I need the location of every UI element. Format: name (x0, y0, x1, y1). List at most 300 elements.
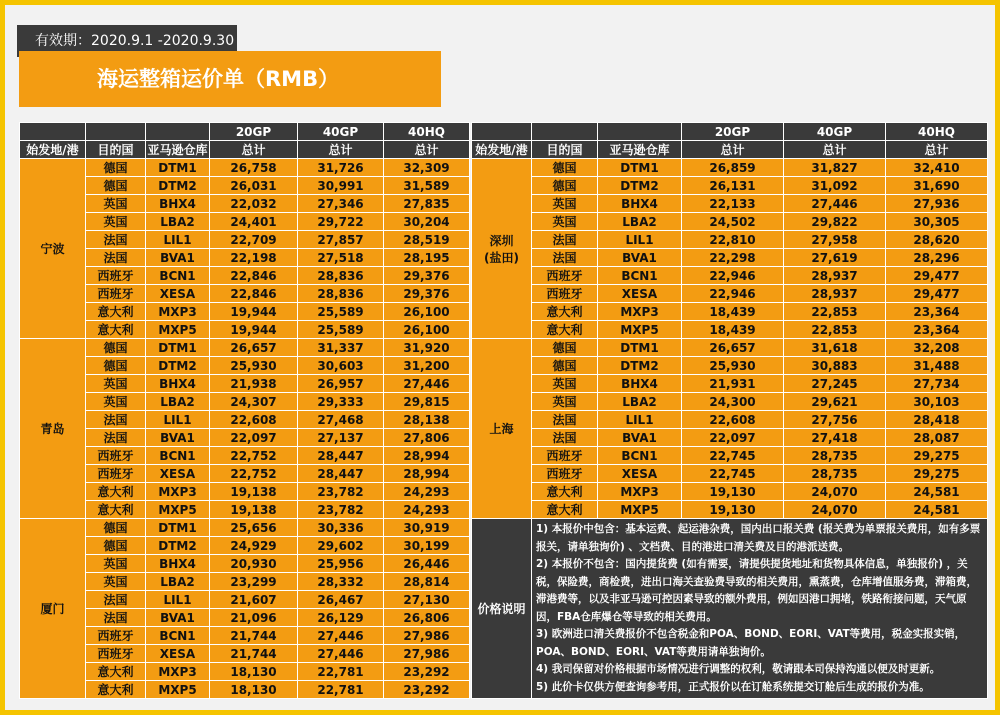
warehouse-code-cell: LIL1 (598, 411, 682, 429)
price-40hq-cell: 29,477 (886, 285, 988, 303)
origin-port-cell: 深圳 (盐田) (472, 159, 532, 339)
warehouse-code-cell: DTM2 (146, 537, 210, 555)
col-total: 总计 (886, 141, 988, 159)
table-row (472, 501, 988, 519)
table-row (20, 213, 470, 231)
table-row (20, 519, 470, 537)
table-row (20, 321, 470, 339)
destination-country-cell: 英国 (86, 393, 146, 411)
origin-port-cell: 青岛 (20, 339, 86, 519)
origin-port-cell: 宁波 (20, 159, 86, 339)
price-40gp-cell: 22,781 (298, 663, 384, 681)
table-row (20, 393, 470, 411)
price-40gp-cell: 27,446 (298, 627, 384, 645)
destination-country-cell: 意大利 (86, 501, 146, 519)
warehouse-code-cell: BVA1 (146, 609, 210, 627)
table-row (20, 447, 470, 465)
price-40gp-cell: 26,957 (298, 375, 384, 393)
price-20gp-cell: 25,930 (682, 357, 784, 375)
table-row (20, 195, 470, 213)
price-40gp-cell: 28,937 (784, 267, 886, 285)
price-note-item: 4) 我司保留对价格根据市场情况进行调整的权利，敬请跟本司保持沟通以便及时更新。 (536, 663, 941, 675)
destination-country-cell: 西班牙 (86, 267, 146, 285)
price-40gp-cell: 27,446 (298, 645, 384, 663)
warehouse-code-cell: BHX4 (146, 195, 210, 213)
destination-country-cell: 意大利 (86, 483, 146, 501)
price-20gp-cell: 23,299 (210, 573, 298, 591)
price-40gp-cell: 31,618 (784, 339, 886, 357)
warehouse-code-cell: BHX4 (598, 375, 682, 393)
price-40gp-cell: 24,070 (784, 483, 886, 501)
warehouse-code-cell: BCN1 (146, 627, 210, 645)
destination-country-cell: 西班牙 (86, 285, 146, 303)
price-40hq-cell: 24,581 (886, 483, 988, 501)
price-20gp-cell: 21,607 (210, 591, 298, 609)
destination-country-cell: 法国 (532, 231, 598, 249)
price-40hq-cell: 29,376 (384, 267, 470, 285)
origin-port-cell: 上海 (472, 339, 532, 519)
price-40hq-cell: 28,138 (384, 411, 470, 429)
price-40hq-cell: 26,446 (384, 555, 470, 573)
warehouse-code-cell: BVA1 (146, 249, 210, 267)
destination-country-cell: 德国 (86, 537, 146, 555)
price-20gp-cell: 21,096 (210, 609, 298, 627)
price-40hq-cell: 32,410 (886, 159, 988, 177)
table-row (20, 465, 470, 483)
price-40hq-cell: 29,275 (886, 447, 988, 465)
table-row (472, 321, 988, 339)
price-note-item: 3) 欧洲进口清关费报价不包含税金和POA、BOND、EORI、VAT等费用，税金实报实销，POA、BOND、EORI、VAT等费用请单独询价。 (536, 628, 966, 658)
price-20gp-cell: 18,439 (682, 321, 784, 339)
destination-country-cell: 意大利 (86, 663, 146, 681)
price-40gp-cell: 25,589 (298, 321, 384, 339)
price-40gp-cell: 27,468 (298, 411, 384, 429)
destination-country-cell: 法国 (86, 411, 146, 429)
warehouse-code-cell: LIL1 (146, 231, 210, 249)
rate-table-left (19, 122, 470, 699)
price-40hq-cell: 26,100 (384, 303, 470, 321)
price-40gp-cell: 31,726 (298, 159, 384, 177)
price-20gp-cell: 22,745 (682, 465, 784, 483)
destination-country-cell: 西班牙 (532, 285, 598, 303)
destination-country-cell: 英国 (532, 213, 598, 231)
warehouse-code-cell: XESA (598, 465, 682, 483)
warehouse-code-cell: BVA1 (598, 429, 682, 447)
destination-country-cell: 意大利 (86, 681, 146, 699)
warehouse-code-cell: MXP5 (146, 681, 210, 699)
col-20gp: 20GP (210, 123, 298, 141)
destination-country-cell: 意大利 (86, 303, 146, 321)
price-20gp-cell: 24,300 (682, 393, 784, 411)
warehouse-code-cell: DTM1 (598, 339, 682, 357)
price-40gp-cell: 29,602 (298, 537, 384, 555)
destination-country-cell: 德国 (86, 357, 146, 375)
warehouse-code-cell: MXP5 (146, 501, 210, 519)
price-40hq-cell: 30,305 (886, 213, 988, 231)
table-row (20, 267, 470, 285)
price-40hq-cell: 24,293 (384, 501, 470, 519)
table-row (472, 411, 988, 429)
price-40gp-cell: 27,446 (784, 195, 886, 213)
price-20gp-cell: 22,198 (210, 249, 298, 267)
price-40gp-cell: 27,418 (784, 429, 886, 447)
warehouse-code-cell: LBA2 (146, 213, 210, 231)
destination-country-cell: 西班牙 (86, 627, 146, 645)
table-row (20, 609, 470, 627)
price-20gp-cell: 19,944 (210, 321, 298, 339)
price-20gp-cell: 22,745 (682, 447, 784, 465)
price-40gp-cell: 29,333 (298, 393, 384, 411)
table-row (472, 339, 988, 357)
price-20gp-cell: 22,752 (210, 465, 298, 483)
price-40hq-cell: 28,195 (384, 249, 470, 267)
price-40gp-cell: 30,603 (298, 357, 384, 375)
warehouse-code-cell: BHX4 (598, 195, 682, 213)
warehouse-code-cell: DTM2 (598, 357, 682, 375)
warehouse-code-cell: MXP5 (598, 501, 682, 519)
destination-country-cell: 德国 (532, 339, 598, 357)
destination-country-cell: 意大利 (86, 321, 146, 339)
price-20gp-cell: 25,656 (210, 519, 298, 537)
warehouse-code-cell: XESA (146, 645, 210, 663)
price-20gp-cell: 24,307 (210, 393, 298, 411)
price-40gp-cell: 31,092 (784, 177, 886, 195)
price-40gp-cell: 27,245 (784, 375, 886, 393)
price-20gp-cell: 26,657 (210, 339, 298, 357)
table-row (472, 465, 988, 483)
destination-country-cell: 德国 (86, 519, 146, 537)
price-40hq-cell: 28,087 (886, 429, 988, 447)
price-40gp-cell: 29,621 (784, 393, 886, 411)
price-20gp-cell: 22,946 (682, 285, 784, 303)
price-40hq-cell: 31,690 (886, 177, 988, 195)
destination-country-cell: 西班牙 (532, 267, 598, 285)
price-40hq-cell: 23,364 (886, 321, 988, 339)
price-40gp-cell: 28,332 (298, 573, 384, 591)
destination-country-cell: 意大利 (532, 321, 598, 339)
price-40hq-cell: 30,199 (384, 537, 470, 555)
warehouse-code-cell: BCN1 (598, 267, 682, 285)
price-40hq-cell: 28,296 (886, 249, 988, 267)
origin-port-cell: 厦门 (20, 519, 86, 699)
col-40gp: 40GP (298, 123, 384, 141)
warehouse-code-cell: MXP3 (146, 303, 210, 321)
table-row (20, 231, 470, 249)
col-total: 总计 (210, 141, 298, 159)
price-40hq-cell: 32,208 (886, 339, 988, 357)
warehouse-code-cell: BCN1 (146, 267, 210, 285)
price-40gp-cell: 28,735 (784, 447, 886, 465)
warehouse-code-cell: LBA2 (598, 393, 682, 411)
price-40gp-cell: 28,836 (298, 285, 384, 303)
price-20gp-cell: 22,810 (682, 231, 784, 249)
col-origin: 始发地/港 (472, 141, 532, 159)
col-40hq: 40HQ (384, 123, 470, 141)
table-row (20, 663, 470, 681)
destination-country-cell: 英国 (86, 555, 146, 573)
table-row (472, 159, 988, 177)
price-40hq-cell: 24,293 (384, 483, 470, 501)
table-row (472, 231, 988, 249)
price-40hq-cell: 28,519 (384, 231, 470, 249)
price-note-item: 5) 此价卡仅供方便查询参考用，正式报价以在订舱系统提交订舱后生成的报价为准。 (536, 680, 930, 693)
table-row (20, 285, 470, 303)
table-row (472, 177, 988, 195)
warehouse-code-cell: LBA2 (598, 213, 682, 231)
destination-country-cell: 德国 (86, 159, 146, 177)
destination-country-cell: 德国 (532, 159, 598, 177)
table-row (472, 285, 988, 303)
table-row (472, 249, 988, 267)
col-warehouse: 亚马逊仓库 (146, 141, 210, 159)
price-20gp-cell: 18,439 (682, 303, 784, 321)
price-40hq-cell: 27,835 (384, 195, 470, 213)
price-20gp-cell: 22,846 (210, 285, 298, 303)
validity-period: 有效期：2020.9.1 -2020.9.30 (17, 25, 237, 57)
price-20gp-cell: 22,133 (682, 195, 784, 213)
price-40gp-cell: 22,853 (784, 303, 886, 321)
price-40hq-cell: 28,418 (886, 411, 988, 429)
price-40hq-cell: 27,986 (384, 627, 470, 645)
price-40hq-cell: 29,376 (384, 285, 470, 303)
destination-country-cell: 英国 (86, 195, 146, 213)
col-destination: 目的国 (86, 141, 146, 159)
price-20gp-cell: 19,130 (682, 501, 784, 519)
table-row (472, 213, 988, 231)
table-row (472, 483, 988, 501)
warehouse-code-cell: DTM2 (598, 177, 682, 195)
col-40hq: 40HQ (886, 123, 988, 141)
table-row (20, 375, 470, 393)
price-40gp-cell: 28,836 (298, 267, 384, 285)
col-origin: 始发地/港 (20, 141, 86, 159)
destination-country-cell: 西班牙 (86, 645, 146, 663)
destination-country-cell: 法国 (532, 411, 598, 429)
price-notes (532, 519, 988, 699)
price-40gp-cell: 30,883 (784, 357, 886, 375)
table-row (472, 375, 988, 393)
table-row (472, 303, 988, 321)
warehouse-code-cell: BHX4 (146, 555, 210, 573)
price-20gp-cell: 22,846 (210, 267, 298, 285)
destination-country-cell: 法国 (532, 429, 598, 447)
price-40gp-cell: 27,137 (298, 429, 384, 447)
price-40gp-cell: 23,782 (298, 483, 384, 501)
warehouse-code-cell: BVA1 (598, 249, 682, 267)
warehouse-code-cell: LBA2 (146, 393, 210, 411)
price-20gp-cell: 18,130 (210, 663, 298, 681)
destination-country-cell: 英国 (86, 573, 146, 591)
price-40gp-cell: 27,756 (784, 411, 886, 429)
price-40hq-cell: 24,581 (886, 501, 988, 519)
col-total: 总计 (784, 141, 886, 159)
price-40hq-cell: 29,275 (886, 465, 988, 483)
warehouse-code-cell: LIL1 (598, 231, 682, 249)
table-row (20, 537, 470, 555)
table-row (20, 429, 470, 447)
price-20gp-cell: 21,744 (210, 645, 298, 663)
price-40gp-cell: 31,337 (298, 339, 384, 357)
price-40hq-cell: 29,815 (384, 393, 470, 411)
price-notes-label: 价格说明 (472, 519, 532, 699)
price-20gp-cell: 26,859 (682, 159, 784, 177)
table-row (20, 159, 470, 177)
destination-country-cell: 法国 (86, 429, 146, 447)
price-40hq-cell: 30,204 (384, 213, 470, 231)
price-40gp-cell: 27,518 (298, 249, 384, 267)
price-40hq-cell: 30,919 (384, 519, 470, 537)
price-20gp-cell: 22,608 (210, 411, 298, 429)
table-row (20, 681, 470, 699)
price-20gp-cell: 20,930 (210, 555, 298, 573)
destination-country-cell: 法国 (86, 609, 146, 627)
destination-country-cell: 德国 (86, 339, 146, 357)
price-20gp-cell: 24,401 (210, 213, 298, 231)
price-40hq-cell: 30,103 (886, 393, 988, 411)
destination-country-cell: 法国 (86, 231, 146, 249)
price-40hq-cell: 28,814 (384, 573, 470, 591)
warehouse-code-cell: MXP5 (598, 321, 682, 339)
warehouse-code-cell: XESA (146, 465, 210, 483)
price-20gp-cell: 26,131 (682, 177, 784, 195)
price-40gp-cell: 26,129 (298, 609, 384, 627)
price-20gp-cell: 19,944 (210, 303, 298, 321)
warehouse-code-cell: DTM1 (146, 159, 210, 177)
table-row (472, 393, 988, 411)
destination-country-cell: 法国 (86, 591, 146, 609)
table-row (472, 267, 988, 285)
price-40gp-cell: 24,070 (784, 501, 886, 519)
price-40gp-cell: 28,937 (784, 285, 886, 303)
destination-country-cell: 西班牙 (86, 447, 146, 465)
col-40gp: 40GP (784, 123, 886, 141)
price-20gp-cell: 22,097 (682, 429, 784, 447)
price-40hq-cell: 27,130 (384, 591, 470, 609)
price-20gp-cell: 26,031 (210, 177, 298, 195)
price-40hq-cell: 28,620 (886, 231, 988, 249)
price-40gp-cell: 27,958 (784, 231, 886, 249)
warehouse-code-cell: MXP3 (598, 303, 682, 321)
price-40hq-cell: 27,446 (384, 375, 470, 393)
price-40gp-cell: 23,782 (298, 501, 384, 519)
table-row (20, 573, 470, 591)
warehouse-code-cell: BCN1 (598, 447, 682, 465)
price-40hq-cell: 26,100 (384, 321, 470, 339)
price-20gp-cell: 22,709 (210, 231, 298, 249)
price-20gp-cell: 19,138 (210, 501, 298, 519)
price-40hq-cell: 27,986 (384, 645, 470, 663)
price-40hq-cell: 31,488 (886, 357, 988, 375)
price-40gp-cell: 29,822 (784, 213, 886, 231)
table-row (20, 627, 470, 645)
price-20gp-cell: 25,930 (210, 357, 298, 375)
price-40gp-cell: 25,589 (298, 303, 384, 321)
price-40hq-cell: 27,936 (886, 195, 988, 213)
warehouse-code-cell: XESA (146, 285, 210, 303)
col-destination: 目的国 (532, 141, 598, 159)
price-40hq-cell: 27,734 (886, 375, 988, 393)
price-40gp-cell: 27,346 (298, 195, 384, 213)
page-title: 海运整箱运价单（RMB） (19, 51, 441, 107)
warehouse-code-cell: LIL1 (146, 591, 210, 609)
price-40gp-cell: 22,781 (298, 681, 384, 699)
price-notes-row (472, 519, 988, 699)
price-note-item: 1) 本报价中包含：基本运费、起运港杂费，国内出口报关费 (报关费为单票报关费用，如有多票报关，请单独询价) 、文档费、目的港进口清关费及目的港派送费。 (536, 523, 981, 553)
price-40hq-cell: 26,806 (384, 609, 470, 627)
price-20gp-cell: 19,138 (210, 483, 298, 501)
rate-table-left-header (20, 123, 470, 159)
price-40gp-cell: 28,447 (298, 447, 384, 465)
price-20gp-cell: 22,752 (210, 447, 298, 465)
price-40hq-cell: 32,309 (384, 159, 470, 177)
price-40gp-cell: 29,722 (298, 213, 384, 231)
warehouse-code-cell: BCN1 (146, 447, 210, 465)
price-20gp-cell: 19,130 (682, 483, 784, 501)
table-row (20, 339, 470, 357)
price-20gp-cell: 22,298 (682, 249, 784, 267)
price-20gp-cell: 21,938 (210, 375, 298, 393)
destination-country-cell: 意大利 (532, 501, 598, 519)
col-total: 总计 (298, 141, 384, 159)
table-row (20, 357, 470, 375)
price-40gp-cell: 28,735 (784, 465, 886, 483)
destination-country-cell: 英国 (532, 195, 598, 213)
col-total: 总计 (384, 141, 470, 159)
destination-country-cell: 英国 (86, 375, 146, 393)
warehouse-code-cell: DTM1 (146, 339, 210, 357)
table-row (20, 249, 470, 267)
destination-country-cell: 英国 (532, 375, 598, 393)
warehouse-code-cell: DTM2 (146, 177, 210, 195)
destination-country-cell: 法国 (532, 249, 598, 267)
destination-country-cell: 西班牙 (532, 465, 598, 483)
warehouse-code-cell: DTM1 (598, 159, 682, 177)
price-20gp-cell: 24,502 (682, 213, 784, 231)
price-20gp-cell: 22,032 (210, 195, 298, 213)
price-20gp-cell: 26,657 (682, 339, 784, 357)
warehouse-code-cell: LIL1 (146, 411, 210, 429)
warehouse-code-cell: MXP3 (598, 483, 682, 501)
price-40hq-cell: 31,920 (384, 339, 470, 357)
warehouse-code-cell: BVA1 (146, 429, 210, 447)
price-20gp-cell: 24,929 (210, 537, 298, 555)
warehouse-code-cell: MXP3 (146, 483, 210, 501)
warehouse-code-cell: LBA2 (146, 573, 210, 591)
price-20gp-cell: 21,931 (682, 375, 784, 393)
price-20gp-cell: 18,130 (210, 681, 298, 699)
price-40gp-cell: 30,336 (298, 519, 384, 537)
destination-country-cell: 西班牙 (532, 447, 598, 465)
destination-country-cell: 德国 (532, 177, 598, 195)
table-row (472, 447, 988, 465)
price-40hq-cell: 28,994 (384, 465, 470, 483)
warehouse-code-cell: MXP3 (146, 663, 210, 681)
price-40hq-cell: 31,200 (384, 357, 470, 375)
price-40hq-cell: 29,477 (886, 267, 988, 285)
destination-country-cell: 德国 (532, 357, 598, 375)
table-row (20, 645, 470, 663)
price-40hq-cell: 28,994 (384, 447, 470, 465)
destination-country-cell: 英国 (86, 213, 146, 231)
table-row (20, 501, 470, 519)
price-40gp-cell: 22,853 (784, 321, 886, 339)
price-40gp-cell: 30,991 (298, 177, 384, 195)
price-40gp-cell: 27,619 (784, 249, 886, 267)
col-total: 总计 (682, 141, 784, 159)
warehouse-code-cell: XESA (598, 285, 682, 303)
price-40gp-cell: 25,956 (298, 555, 384, 573)
warehouse-code-cell: DTM1 (146, 519, 210, 537)
